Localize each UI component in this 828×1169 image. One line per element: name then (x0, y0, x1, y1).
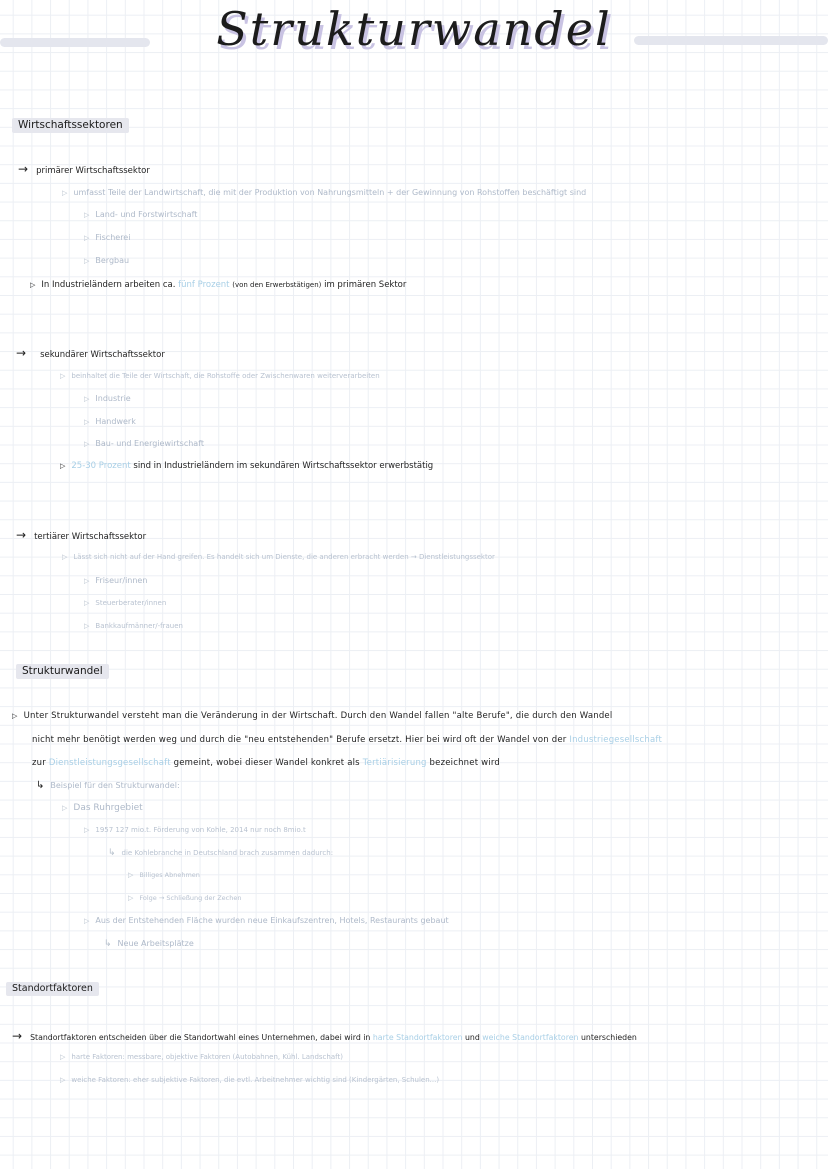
strukturwandel-new-use-text: Aus der Entstehenden Fläche wurden neue Einkaufszentren, Hotels, Restaurants gebaut (95, 916, 449, 925)
sekundaer-item (84, 439, 204, 448)
strukturwandel-line3 (32, 758, 500, 768)
strukturwandel-line2 (32, 735, 662, 745)
strukturwandel-fact-text: 1957 127 mio.t. Förderung von Kohle, 2014 nur noch 8mio.t (95, 826, 306, 834)
strukturwandel-jobs-text: Neue Arbeitsplätze (117, 939, 194, 948)
triangle-icon: ▷ (84, 211, 90, 219)
arrow-icon: → (18, 162, 29, 176)
primaer-item (84, 256, 129, 265)
triangle-icon: ▷ (84, 917, 90, 925)
strukturwandel-example (36, 780, 180, 791)
strukturwandel-line2-pre: nicht mehr benötigt werden weg und durch die "neu entstehenden" Berufe ersetzt. Hier bei wird oft der Wandel von der (32, 735, 567, 745)
primaer-note-accent: fünf Prozent (178, 280, 230, 290)
triangle-icon: ▷ (30, 281, 36, 289)
strukturwandel-line1 (12, 711, 612, 721)
primaer-desc (62, 188, 586, 197)
strukturwandel-jobs (104, 939, 194, 949)
primaer-note-post: im primären Sektor (324, 280, 407, 290)
primaer-label-text: primärer Wirtschaftssektor (36, 166, 150, 176)
strukturwandel-fact-sub (108, 848, 333, 858)
sekundaer-label-text: sekundärer Wirtschaftssektor (40, 350, 165, 360)
strukturwandel-line3-pre: zur (32, 758, 46, 768)
tertiaer-desc (62, 553, 495, 561)
triangle-icon: ▷ (84, 395, 90, 403)
tertiaer-label-text: tertiärer Wirtschaftssektor (34, 532, 147, 542)
triangle-icon: ▷ (84, 418, 90, 426)
strukturwandel-new-use (84, 916, 449, 925)
sekundaer-item-text: Handwerk (95, 417, 136, 426)
standortfaktoren-weiche-text: weiche Faktoren: eher subjektive Faktoren, die evtl. Arbeitnehmer wichtig sind (Kindergärten, Schulen...) (71, 1076, 440, 1084)
standortfaktoren-line-mid: und (464, 1033, 480, 1042)
sekundaer-item-text: Bau- und Energiewirtschaft (95, 439, 205, 448)
sekundaer-desc-text: beinhaltet die Teile der Wirtschaft, die Rohstoffe oder Zwischenwaren weiterverarbeiten (71, 372, 380, 380)
heading-strukturwandel: Strukturwandel (16, 664, 109, 679)
strukturwandel-line3-accent2: Tertiärisierung (362, 758, 427, 768)
strukturwandel-fact (84, 826, 306, 834)
standortfaktoren-line-accent2: weiche Standortfaktoren (482, 1033, 579, 1042)
primaer-item-text: Land- und Forstwirtschaft (95, 210, 198, 219)
strukturwandel-example-text: Beispiel für den Strukturwandel: (50, 781, 180, 790)
strukturwandel-ruhr-text: Das Ruhrgebiet (73, 803, 143, 813)
strukturwandel-line3-post: bezeichnet wird (429, 758, 500, 768)
standortfaktoren-weiche (60, 1076, 439, 1084)
triangle-icon: ▷ (84, 826, 90, 834)
sekundaer-note-accent: 25-30 Prozent (71, 461, 131, 471)
primaer-desc-text: umfasst Teile der Landwirtschaft, die mit der Produktion von Nahrungsmitteln + der Gewinnung von Rohstoffen beschäftigt sind (73, 188, 587, 197)
sekundaer-note (60, 461, 433, 471)
triangle-icon: ▷ (84, 577, 90, 585)
tertiaer-label (16, 528, 146, 542)
return-arrow-icon: ↳ (36, 780, 45, 791)
tertiaer-item (84, 622, 183, 630)
standortfaktoren-harte (60, 1053, 343, 1061)
triangle-icon: ▷ (84, 622, 90, 630)
triangle-icon: ▷ (84, 234, 90, 242)
page-title: Strukturwandel (216, 2, 612, 56)
sekundaer-item-text: Industrie (95, 394, 131, 403)
return-arrow-icon: ↳ (104, 939, 112, 949)
standortfaktoren-line-post: unterschieden (580, 1033, 637, 1042)
standortfaktoren-line (12, 1029, 637, 1043)
triangle-icon: ▷ (62, 553, 68, 561)
triangle-icon: ▷ (12, 712, 18, 720)
primaer-note-mid: (von den Erwerbstätigen) (232, 281, 322, 289)
tertiaer-item (84, 599, 166, 607)
triangle-icon: ▷ (84, 599, 90, 607)
triangle-icon: ▷ (84, 257, 90, 265)
strukturwandel-fact-sub-text: die Kohlebranche in Deutschland brach zusammen dadurch: (121, 849, 334, 857)
primaer-item (84, 233, 130, 242)
triangle-icon: ▷ (60, 1053, 66, 1061)
triangle-icon: ▷ (84, 440, 90, 448)
strukturwandel-line3-mid: gemeint, wobei dieser Wandel konkret als (173, 758, 360, 768)
sekundaer-item (84, 394, 131, 403)
sekundaer-desc (60, 372, 380, 380)
heading-wirtschaftssektoren: Wirtschaftssektoren (12, 118, 129, 133)
strukturwandel-line2-accent: Industriegesellschaft (569, 735, 662, 745)
triangle-icon: ▷ (128, 894, 134, 902)
standortfaktoren-harte-text: harte Faktoren: messbare, objektive Faktoren (Autobahnen, Kühl. Landschaft) (71, 1053, 343, 1061)
return-arrow-icon: ↳ (108, 848, 116, 858)
tertiaer-desc-text: Lässt sich nicht auf der Hand greifen. Es handelt sich um Dienste, die anderen erbracht werden → Dienstleistungssektor (73, 553, 495, 561)
triangle-icon: ▷ (62, 189, 68, 197)
primaer-item-text: Fischerei (95, 233, 131, 242)
primaer-item-text: Bergbau (95, 256, 130, 265)
strukturwandel-line3-accent1: Dienstleistungsgesellschaft (48, 758, 171, 768)
heading-standortfaktoren: Standortfaktoren (6, 982, 99, 996)
strukturwandel-reason (128, 871, 200, 879)
triangle-icon: ▷ (60, 462, 66, 470)
triangle-icon: ▷ (62, 804, 68, 812)
arrow-icon: → (12, 1029, 23, 1043)
strukturwandel-line1-text: Unter Strukturwandel versteht man die Veränderung in der Wirtschaft. Durch den Wandel fallen "alte Berufe", die durch den Wandel (23, 711, 613, 721)
standortfaktoren-line-accent1: harte Standortfaktoren (372, 1033, 463, 1042)
sekundaer-label (16, 346, 165, 360)
triangle-icon: ▷ (60, 1076, 66, 1084)
strukturwandel-reason-text: Billiges Abnehmen (139, 871, 200, 879)
sekundaer-item (84, 417, 136, 426)
arrow-icon: → (16, 528, 27, 542)
sekundaer-note-post: sind in Industrieländern im sekundären Wirtschaftssektor erwerbstätig (133, 461, 434, 471)
triangle-icon: ▷ (60, 372, 66, 380)
tertiaer-item (84, 576, 147, 585)
strukturwandel-reason-text: Folge → Schließung der Zechen (139, 894, 242, 902)
tertiaer-item-text: Steuerberater/innen (95, 599, 167, 607)
primaer-note (30, 280, 406, 290)
triangle-icon: ▷ (128, 871, 134, 879)
strukturwandel-reason (128, 894, 241, 902)
primaer-label (18, 162, 150, 176)
tertiaer-item-text: Friseur/innen (95, 576, 148, 585)
standortfaktoren-line-pre: Standortfaktoren entscheiden über die Standortwahl eines Unternehmen, dabei wird in (30, 1033, 371, 1042)
arrow-icon: → (16, 346, 27, 360)
tertiaer-item-text: Bankkaufmänner/-frauen (95, 622, 183, 630)
primaer-item (84, 210, 197, 219)
primaer-note-pre: In Industrieländern arbeiten ca. (41, 280, 176, 290)
strukturwandel-ruhr (62, 803, 143, 813)
